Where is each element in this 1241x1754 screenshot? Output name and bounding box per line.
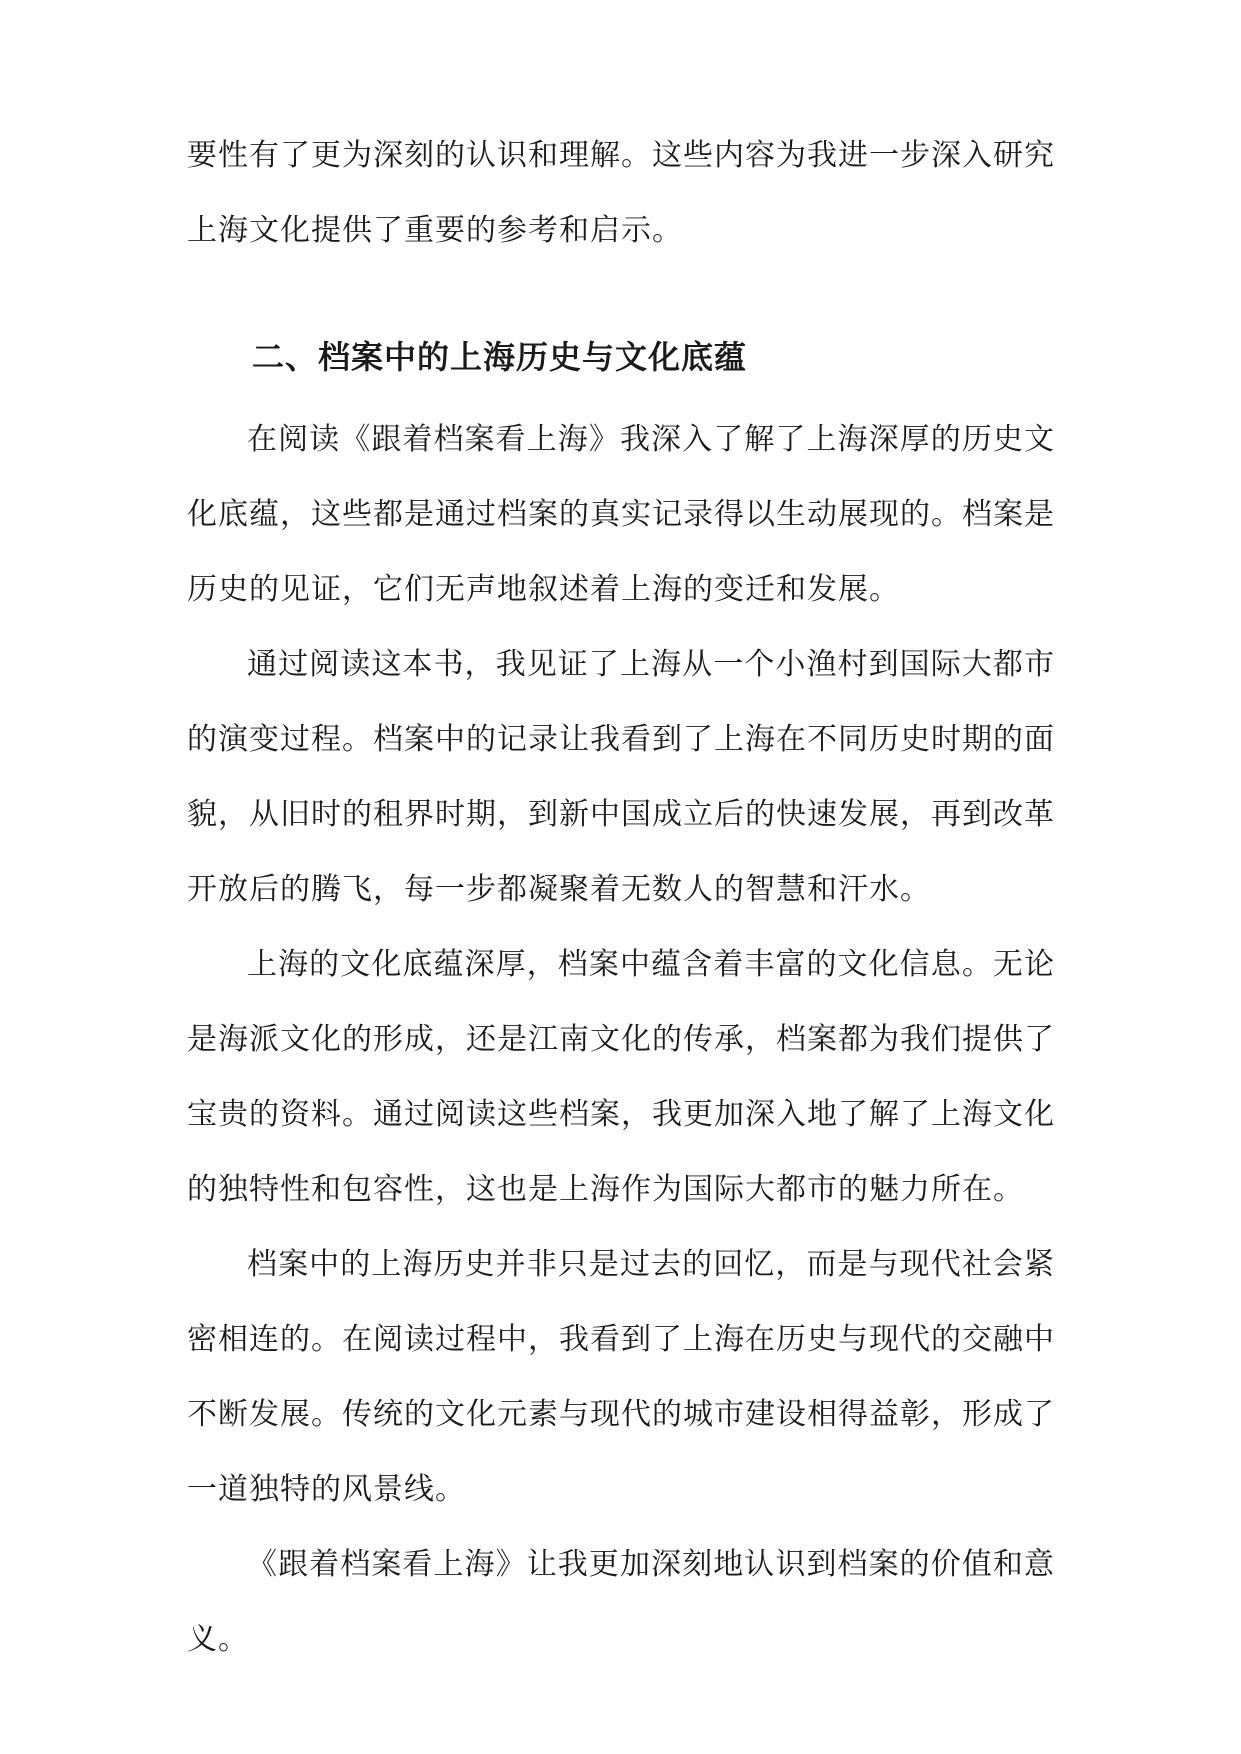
- body-paragraph-5: 《跟着档案看上海》让我更加深刻地认识到档案的价值和意义。: [187, 1547, 1055, 1657]
- section-heading: 二、档案中的上海历史与文化底蕴: [252, 338, 748, 376]
- body-paragraph-1: 在阅读《跟着档案看上海》我深入了解了上海深厚的历史文化底蕴，这些都是通过档案的真实记录得以生动展现的。档案是历史的见证，它们无声地叙述着上海的变迁和发展。: [187, 422, 1055, 607]
- section-body: [187, 402, 1055, 1677]
- body-paragraph-2: 通过阅读这本书，我见证了上海从一个小渔村到国际大都市的演变过程。档案中的记录让我看到了上海在不同历史时期的面貌，从旧时的租界时期，到新中国成立后的快速发展，再到改革开放后的腾飞，每一步都凝聚着无数人的智慧和汗水。: [187, 647, 1055, 907]
- continued-paragraph: 要性有了更为深刻的认识和理解。这些内容为我进一步深入研究上海文化提供了重要的参考和启示。: [187, 138, 1055, 248]
- body-paragraph-3: 上海的文化底蕴深厚，档案中蕴含着丰富的文化信息。无论是海派文化的形成，还是江南文化的传承，档案都为我们提供了宝贵的资料。通过阅读这些档案，我更加深入地了解了上海文化的独特性和包容性，这也是上海作为国际大都市的魅力所在。: [187, 947, 1055, 1207]
- continued-paragraph-block: [187, 118, 1055, 268]
- body-paragraph-4: 档案中的上海历史并非只是过去的回忆，而是与现代社会紧密相连的。在阅读过程中，我看到了上海在历史与现代的交融中不断发展。传统的文化元素与现代的城市建设相得益彰，形成了一道独特的风景线。: [187, 1247, 1055, 1507]
